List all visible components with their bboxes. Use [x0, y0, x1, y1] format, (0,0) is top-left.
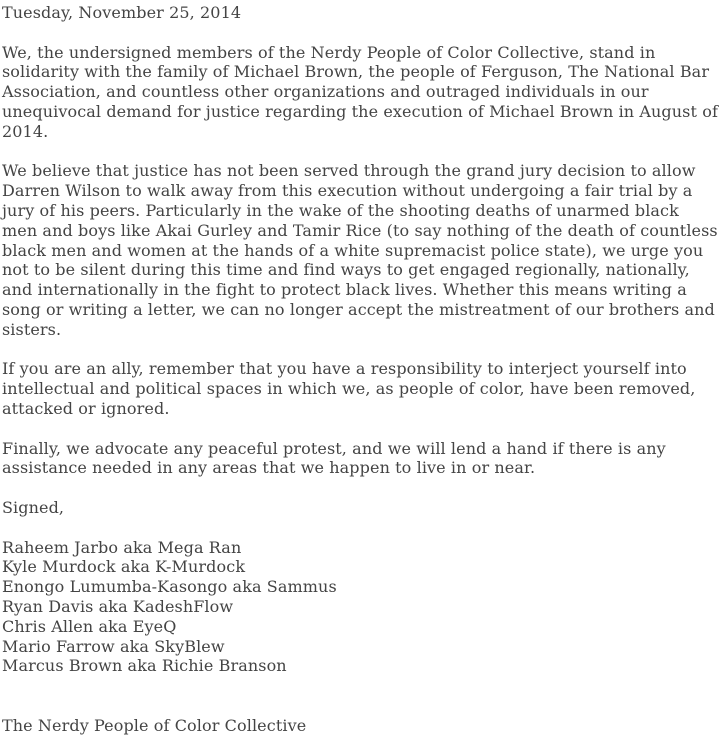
signatories-list: [2, 538, 718, 677]
paragraph-solidarity: We, the undersigned members of the Nerdy People of Color Collective, stand in solidarity with the family of Michael Brown, the people of Ferguson, The National Bar Association, and countless other organizations and outraged individuals in our unequivocal demand for justice regarding the execution of Michael Brown in August of 2014.: [2, 42, 718, 141]
signatory: Kyle Murdock aka K-Murdock: [2, 557, 246, 577]
signatory: Enongo Lumumba-Kasongo aka Sammus: [2, 577, 337, 597]
footer-collective-name: The Nerdy People of Color Collective: [2, 715, 307, 735]
signed-label: Signed,: [2, 497, 65, 517]
paragraph-justice: We believe that justice has not been served through the grand jury decision to allow Darren Wilson to walk away from this execution without undergoing a fair trial by a jury of his peers. Particularly in the wake of the shooting deaths of unarmed black men and boys like Akai Gurley and Tamir Rice (to say nothing of the death of countless black men and women at the hands of a white supremacist police state), we urge you not to be silent during this time and find ways to get engaged regionally, nationally, and internationally in the fight to protect black lives. Whether this means writing a song or writing a letter, we can no longer accept the mistreatment of our brothers and sisters.: [2, 161, 718, 339]
paragraph-ally: If you are an ally, remember that you have a responsibility to interject yourself into intellectual and political spaces in which we, as people of color, have been removed, attacked or ignored.: [2, 359, 696, 418]
signatory: Mario Farrow aka SkyBlew: [2, 636, 225, 656]
signatory: Chris Allen aka EyeQ: [2, 616, 177, 636]
signatory: Raheem Jarbo aka Mega Ran: [2, 537, 242, 557]
date-line: Tuesday, November 25, 2014: [2, 3, 242, 22]
paragraph-protest: Finally, we advocate any peaceful protest, and we will lend a hand if there is any assistance needed in any areas that we happen to live in or near.: [2, 438, 666, 478]
signatory: Marcus Brown aka Richie Branson: [2, 656, 287, 676]
signatory: Ryan Davis aka KadeshFlow: [2, 596, 234, 616]
